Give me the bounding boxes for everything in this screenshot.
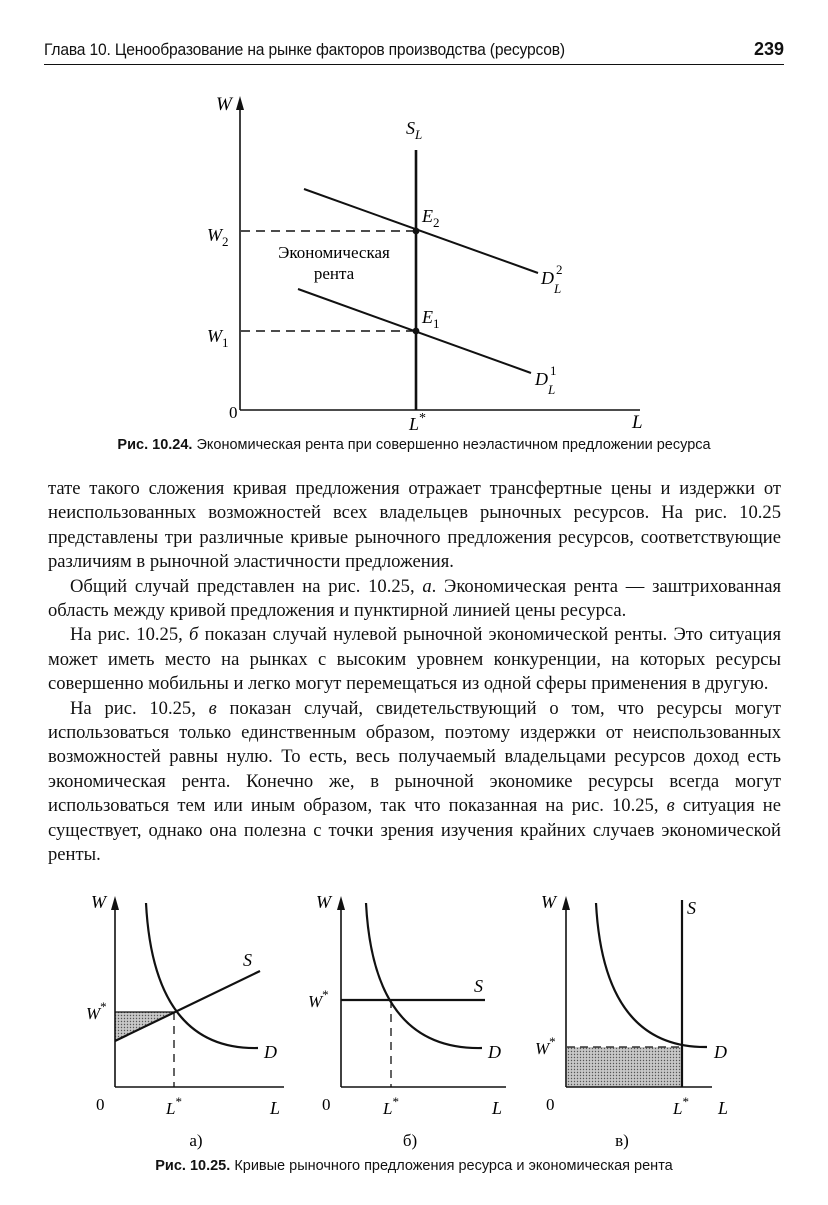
- panel-a-d-label: D: [264, 1042, 277, 1062]
- panel-a-y-arrow: [111, 896, 119, 910]
- panel-b-origin: 0: [322, 1095, 331, 1114]
- panel-c-y-arrow: [562, 896, 570, 910]
- page-number: 239: [753, 39, 784, 59]
- fig1-point-e2: [413, 228, 420, 235]
- fig1-d1-sup: 1: [550, 363, 557, 378]
- figure-10-25: [0, 880, 828, 1160]
- fig1-w1-label: $W_1$: [207, 326, 229, 350]
- panel-a-origin: 0: [96, 1095, 105, 1114]
- paragraph-3: На рис. 10.25, б показан случай нулевой рыночной экономической ренты. Это ситуация может иметь место на рынках с высоким уровнем конкуренции, на которых ресурсы совершенно мобильны и легко могут перемещаться из одной сферы применения в другую.: [48, 624, 781, 695]
- panel-a-supply-line: [115, 971, 260, 1041]
- panel-b-demand-curve: [366, 903, 482, 1048]
- panel-b-s-label: S: [474, 976, 483, 996]
- body-text: [48, 477, 781, 868]
- figure-10-24: [0, 0, 828, 470]
- panel-c-demand-curve: [596, 903, 707, 1047]
- figure-10-25-caption: [44, 1158, 784, 1174]
- fig1-lstar-label: L*: [409, 411, 427, 434]
- panel-c-lstar: L*: [673, 1094, 689, 1118]
- fig2-caption-text: Кривые рыночного предложения ресурса и экономическая рента: [234, 1158, 673, 1174]
- fig1-d2-sup: 2: [556, 262, 563, 277]
- panel-a-demand-curve: [146, 903, 258, 1048]
- fig1-x-label: L: [632, 412, 643, 433]
- panel-a-y-label: W: [91, 892, 106, 912]
- fig1-point-e1: [413, 328, 420, 335]
- panel-c-rent-area: [567, 1047, 682, 1087]
- paragraph-2: Общий случай представлен на рис. 10.25, а. Экономическая рента — заштрихованная область между кривой предложения и пунктирной линией цены ресурса.: [48, 575, 782, 622]
- panel-c-y-label: W: [541, 892, 556, 912]
- panel-b-wstar: W*: [308, 987, 329, 1011]
- panel-c-d-label: D: [714, 1042, 727, 1062]
- panel-b: [308, 892, 506, 1150]
- panel-c: [535, 892, 728, 1150]
- panel-a-s-label: S: [243, 950, 252, 970]
- panel-b-y-label: W: [316, 892, 331, 912]
- panel-c-x-label: L: [718, 1098, 729, 1118]
- panel-a-lstar: L*: [166, 1094, 182, 1118]
- fig1-origin: 0: [229, 403, 238, 422]
- panel-a-wstar: W*: [86, 999, 107, 1023]
- panel-a: [86, 892, 284, 1150]
- fig1-y-label: W: [216, 94, 232, 115]
- panel-b-y-arrow: [337, 896, 345, 910]
- panel-a-letter: а): [189, 1131, 203, 1150]
- panel-c-origin: 0: [546, 1095, 555, 1114]
- fig1-w2-label: $W_2$: [207, 225, 229, 249]
- chapter-title: Глава 10. Ценообразование на рынке факторов производства (ресурсов): [44, 40, 565, 59]
- fig1-caption-number: Рис. 10.24.: [117, 437, 193, 453]
- panel-c-s-label: S: [687, 898, 696, 918]
- figure-10-24-caption: [44, 437, 784, 453]
- panel-b-lstar: L*: [383, 1094, 399, 1118]
- fig1-y-arrow: [236, 96, 244, 110]
- panel-c-wstar: W*: [535, 1034, 556, 1058]
- fig1-e1-label: $E_1$: [422, 307, 440, 331]
- fig1-region-label-1: Экономическая: [278, 243, 390, 262]
- paragraph-1: тате такого сложения кривая предложения отражает трансфертные цены и издержки от неиспользованных возможностей всех владельцев рыночных ресурсов. На рис. 10.25 представлены три различные кривые рыночного предложения ресурсов, соответствующие различиям в рыночной эластичности предложения.: [48, 478, 781, 573]
- fig1-region-label-2: рента: [313, 264, 355, 283]
- panel-a-x-label: L: [270, 1098, 281, 1118]
- fig1-d1-label: D: [535, 369, 548, 389]
- fig1-d2-label: D: [541, 268, 554, 288]
- paragraph-4: На рис. 10.25, в показан случай, свидетельствующий о том, что ресурсы могут использоваться только единственным образом, поэтому издержки от неиспользованных возможностей равны нулю. То есть, весь получаемый владельцами ресурсов доход есть экономическая рента. Конечно же, в рыночной экономике ресурсы всегда могут использоваться тем или иным образом, так что показанная на рис. 10.25, в ситуация не существует, однако она полезна с точки зрения изучения крайних случаев экономической ренты.: [48, 697, 781, 866]
- fig1-caption-text: Экономическая рента при совершенно неэластичном предложении ресурса: [196, 437, 711, 453]
- fig1-e2-label: $E_2$: [422, 206, 440, 230]
- panel-c-letter: в): [615, 1131, 629, 1150]
- fig2-caption-number: Рис. 10.25.: [155, 1158, 231, 1174]
- panel-b-letter: б): [402, 1131, 418, 1150]
- panel-b-d-label: D: [488, 1042, 501, 1062]
- fig1-d1-sub: L: [548, 382, 556, 397]
- panel-b-x-label: L: [492, 1098, 503, 1118]
- fig1-d2-sub: L: [554, 281, 562, 296]
- fig1-supply-label: $S_L$: [406, 118, 423, 142]
